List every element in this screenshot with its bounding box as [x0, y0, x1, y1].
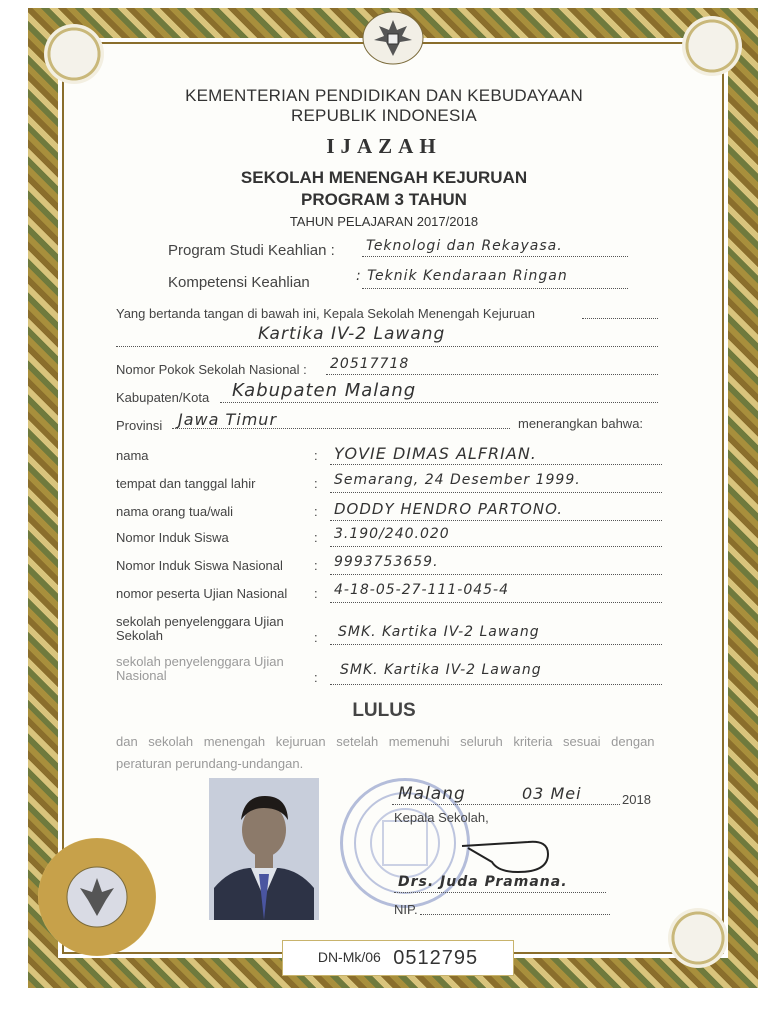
- field-label-birth: tempat dan tanggal lahir: [116, 476, 256, 491]
- competency-label: Kompetensi Keahlian: [168, 274, 310, 291]
- signature-year: 2018: [622, 792, 651, 807]
- intro-text: Yang bertanda tangan di bawah ini, Kepala Sekolah Menengah Kejuruan: [116, 306, 535, 321]
- dotted-line: [326, 374, 658, 375]
- serial-prefix: DN-Mk/06: [317, 949, 381, 965]
- dotted-line: [362, 288, 628, 289]
- npsn-value: 20517718: [330, 356, 410, 372]
- field-value-school-exam: SMK. Kartika IV-2 Lawang: [338, 624, 540, 640]
- states-text: menerangkan bahwa:: [518, 416, 644, 431]
- gold-seal: [38, 838, 156, 956]
- field-label-national-exam-1: sekolah penyelenggara Ujian: [116, 654, 284, 669]
- colon: :: [314, 586, 318, 601]
- serial-number-box: [282, 940, 514, 976]
- colon: :: [314, 558, 318, 573]
- student-photo: [209, 778, 319, 920]
- result-text-2: peraturan perundang-undangan.: [116, 756, 304, 771]
- field-value-name: YOVIE DIMAS ALFRIAN.: [334, 444, 537, 463]
- signatory-name: Drs. Juda Pramana.: [398, 874, 568, 890]
- colon: :: [314, 476, 318, 491]
- field-value-parent: DODDY HENDRO PARTONO.: [334, 500, 564, 518]
- result-text-1: dan sekolah menengah kejuruan setelah memenuhi seluruh kriteria sesuai dengan: [116, 734, 655, 749]
- colon: :: [314, 630, 318, 645]
- dotted-line: [362, 256, 628, 257]
- dotted-line: [330, 464, 662, 465]
- nip-label: NIP.: [394, 902, 418, 917]
- dotted-line: [330, 574, 662, 575]
- dotted-line: [392, 804, 620, 805]
- province-label: Provinsi: [116, 418, 163, 433]
- field-value-national-exam: SMK. Kartika IV-2 Lawang: [340, 662, 542, 678]
- signature-date: 03 Mei: [522, 784, 582, 803]
- district-label: Kabupaten/Kota: [116, 390, 210, 405]
- document-title: IJAZAH: [326, 134, 442, 158]
- district-value: Kabupaten Malang: [232, 380, 417, 401]
- field-label-school-exam-1: sekolah penyelenggara Ujian: [116, 614, 284, 629]
- dotted-line: [172, 428, 510, 429]
- colon: :: [314, 670, 318, 685]
- npsn-label: Nomor Pokok Sekolah Nasional :: [116, 362, 307, 377]
- dotted-line: [330, 492, 662, 493]
- field-value-exam-number: 4-18-05-27-111-045-4: [334, 582, 510, 598]
- field-label-name: nama: [116, 448, 149, 463]
- competency-value: : Teknik Kendaraan Ringan: [356, 268, 568, 284]
- student-portrait-icon: [209, 778, 319, 920]
- dotted-line: [330, 602, 662, 603]
- dotted-line: [394, 892, 606, 893]
- dotted-line: [116, 346, 658, 347]
- dotted-line: [330, 546, 662, 547]
- dotted-line: [420, 914, 610, 915]
- field-label-school-exam-2: Sekolah: [116, 628, 163, 643]
- gold-seal-emblem-icon: [38, 838, 156, 956]
- field-value-nis: 3.190/240.020: [334, 526, 450, 542]
- field-value-birth: Semarang, 24 Desember 1999.: [334, 472, 581, 488]
- garuda-emblem-icon: [360, 10, 426, 66]
- handwritten-signature-icon: [458, 832, 558, 878]
- country-title: REPUBLIK INDONESIA: [291, 106, 477, 125]
- field-label-nisn: Nomor Induk Siswa Nasional: [116, 558, 283, 573]
- field-label-parent: nama orang tua/wali: [116, 504, 234, 519]
- school-name: Kartika IV-2 Lawang: [258, 324, 446, 344]
- dotted-line: [220, 402, 658, 403]
- field-value-nisn: 9993753659.: [334, 554, 439, 570]
- colon: :: [314, 448, 318, 463]
- dotted-line: [330, 644, 662, 645]
- province-value: Jawa Timur: [178, 410, 278, 429]
- program-duration: PROGRAM 3 TAHUN: [301, 190, 467, 209]
- field-label-national-exam-2: Nasional: [116, 668, 167, 683]
- colon: :: [314, 530, 318, 545]
- dotted-line: [330, 684, 662, 685]
- corner-medallion-top-left: [44, 24, 104, 84]
- dotted-line: [582, 318, 658, 319]
- program-label: Program Studi Keahlian :: [168, 242, 335, 259]
- field-label-nis: Nomor Induk Siswa: [116, 530, 229, 545]
- academic-year: TAHUN PELAJARAN 2017/2018: [289, 214, 479, 229]
- serial-number: 0512795: [393, 947, 479, 969]
- field-label-exam-number: nomor peserta Ujian Nasional: [116, 586, 288, 601]
- school-type: SEKOLAH MENENGAH KEJURUAN: [240, 168, 528, 187]
- corner-medallion-bottom-right: [668, 908, 728, 968]
- dotted-line: [330, 520, 662, 521]
- colon: :: [314, 504, 318, 519]
- result-status: LULUS: [352, 700, 416, 721]
- signature-city: Malang: [398, 784, 466, 804]
- program-value: Teknologi dan Rekayasa.: [366, 238, 563, 254]
- corner-medallion-top-right: [682, 16, 742, 76]
- ministry-title: KEMENTERIAN PENDIDIKAN DAN KEBUDAYAAN: [185, 86, 583, 105]
- signature-position: Kepala Sekolah,: [394, 810, 489, 825]
